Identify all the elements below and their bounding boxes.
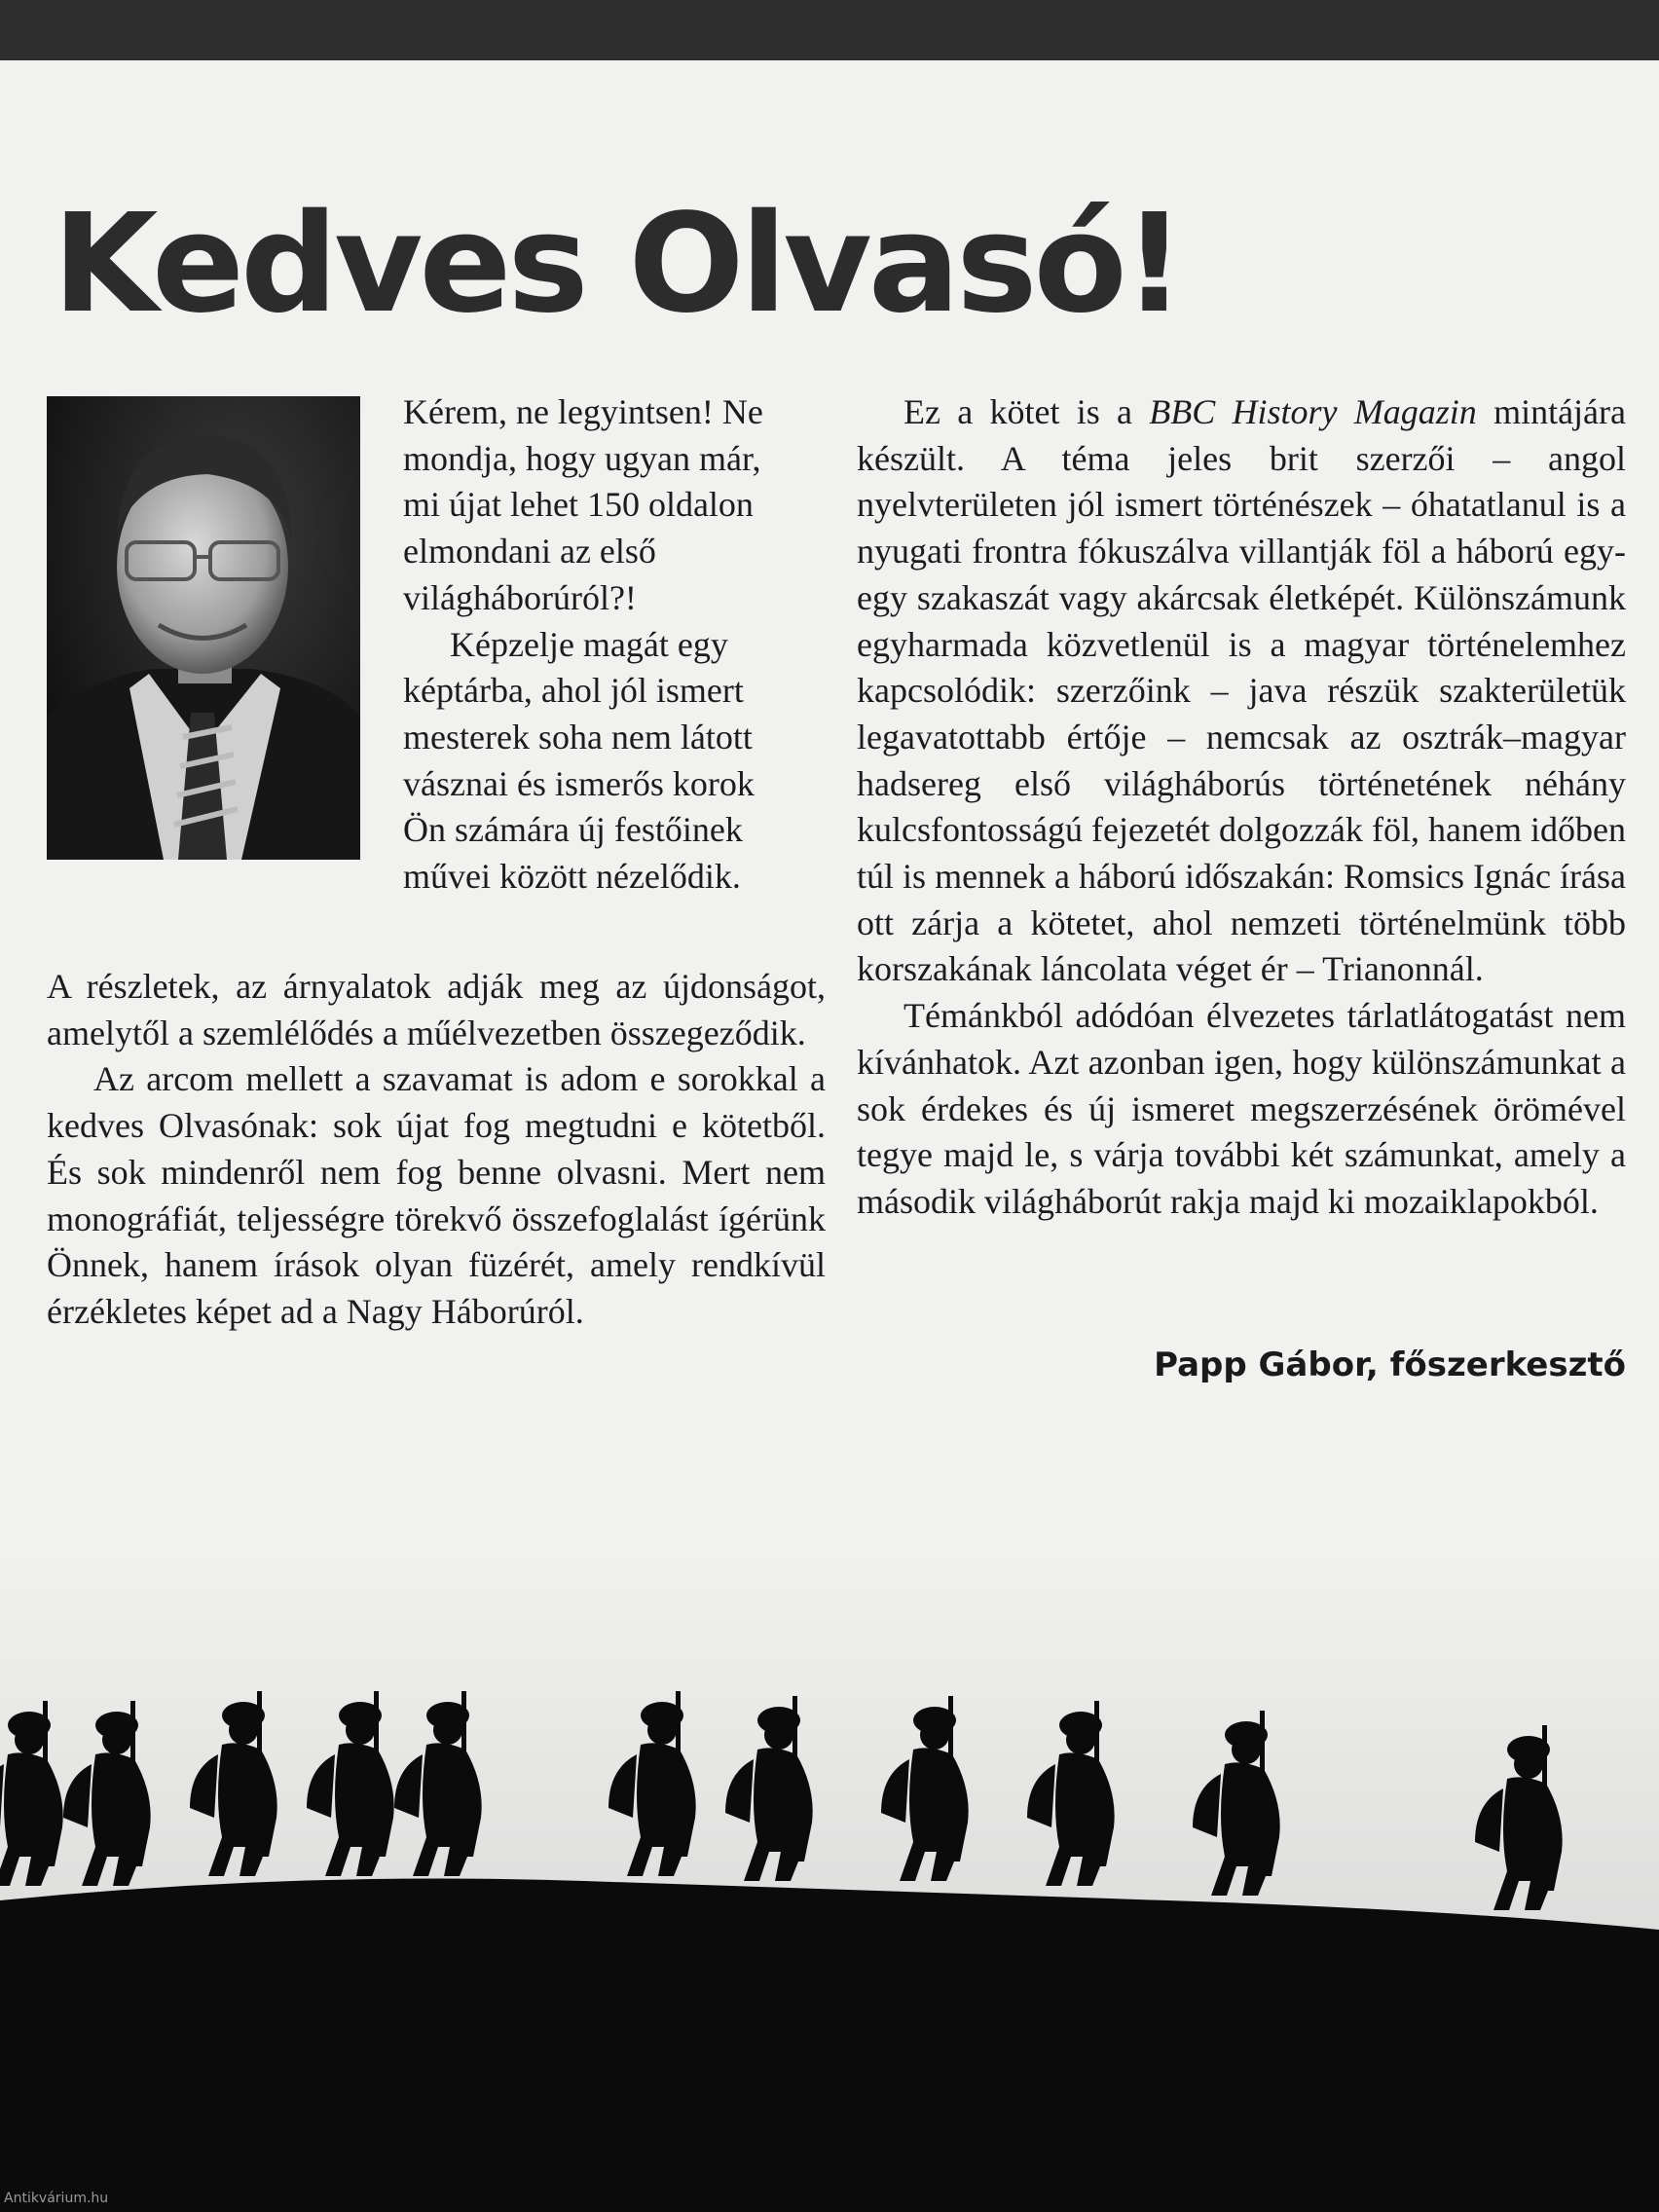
right-column: [857, 389, 1626, 1226]
page-title: Kedves Olvasó!: [53, 185, 1182, 344]
paragraph: Témánkból adódóan élvezetes tárlatlátogatást nem kívánhatok. Azt azonban igen, hogy különszámunkat a sok érdekes és új ismeret megszerzésének örömével tegye majd le, s várja további két számunkat, amely a második világháborút rakja majd ki mozaiklapokból.: [857, 996, 1626, 1221]
paragraph: [857, 389, 1626, 993]
magazine-name: BBC History Magazin: [1149, 392, 1477, 431]
text-run: Ez a kötet is a: [903, 392, 1150, 431]
left-column-top: [403, 389, 773, 901]
watermark: Antikvárium.hu: [4, 2191, 109, 2206]
paragraph: Képzelje magát egy képtárba, ahol jól ismert mesterek soha nem látott vásznai és ismerős korok Ön számára új festőinek művei között nézelődik.: [403, 624, 755, 897]
paragraph: Kérem, ne legyintsen! Ne mondja, hogy ugyan már, mi újat lehet 150 oldalon elmondani az első világháborúról?!: [403, 392, 763, 617]
editor-portrait: [47, 396, 360, 860]
magazine-page: [0, 60, 1659, 2212]
portrait-photo-icon: [47, 396, 360, 860]
paragraph: A részletek, az árnyalatok adják meg az újdonságot, amelytől a szemlélődés a műélvezetben összegeződik.: [47, 967, 826, 1052]
soldiers-silhouette-image: [0, 1550, 1659, 2212]
text-run: mintájára készült. A téma jeles brit szerzői – angol nyelvterületen jól ismert történészek – óhatatlanul is a nyugati frontra fókuszálva villantják föl a háború egy-egy szakaszát vagy akárcsak életképét. Különszámunk egyharmada közvetlenül is a magyar történelemhez kapcsolódik: szerzőink – java részük szakterületük legavatottabb értője – nemcsak az osztrák–magyar hadsereg első világháborús történetének néhány kulcsfontosságú fejezetét dolgozzák föl, hanem időben túl is mennek a háború időszakán: Romsics Ignác írása ott zárja a kötetet, ahol nemzeti történelmünk több korszakának láncolata véget ér – Trianonnál.: [857, 392, 1626, 989]
signature: Papp Gábor, főszerkesztő: [1154, 1346, 1626, 1384]
paragraph: Az arcom mellett a szavamat is adom e sorokkal a kedves Olvasónak: sok újat fog megtudni e kötetből. És sok mindenről nem fog benne olvasni. Mert nem monográfiát, teljességre törekvő összefoglalást ígérünk Önnek, hanem írások olyan füzérét, amely rendkívül érzékletes képet ad a Nagy Háborúról.: [47, 1059, 826, 1331]
soldiers-silhouette-icon: [0, 1550, 1659, 2212]
left-column-bottom: [47, 964, 826, 1336]
